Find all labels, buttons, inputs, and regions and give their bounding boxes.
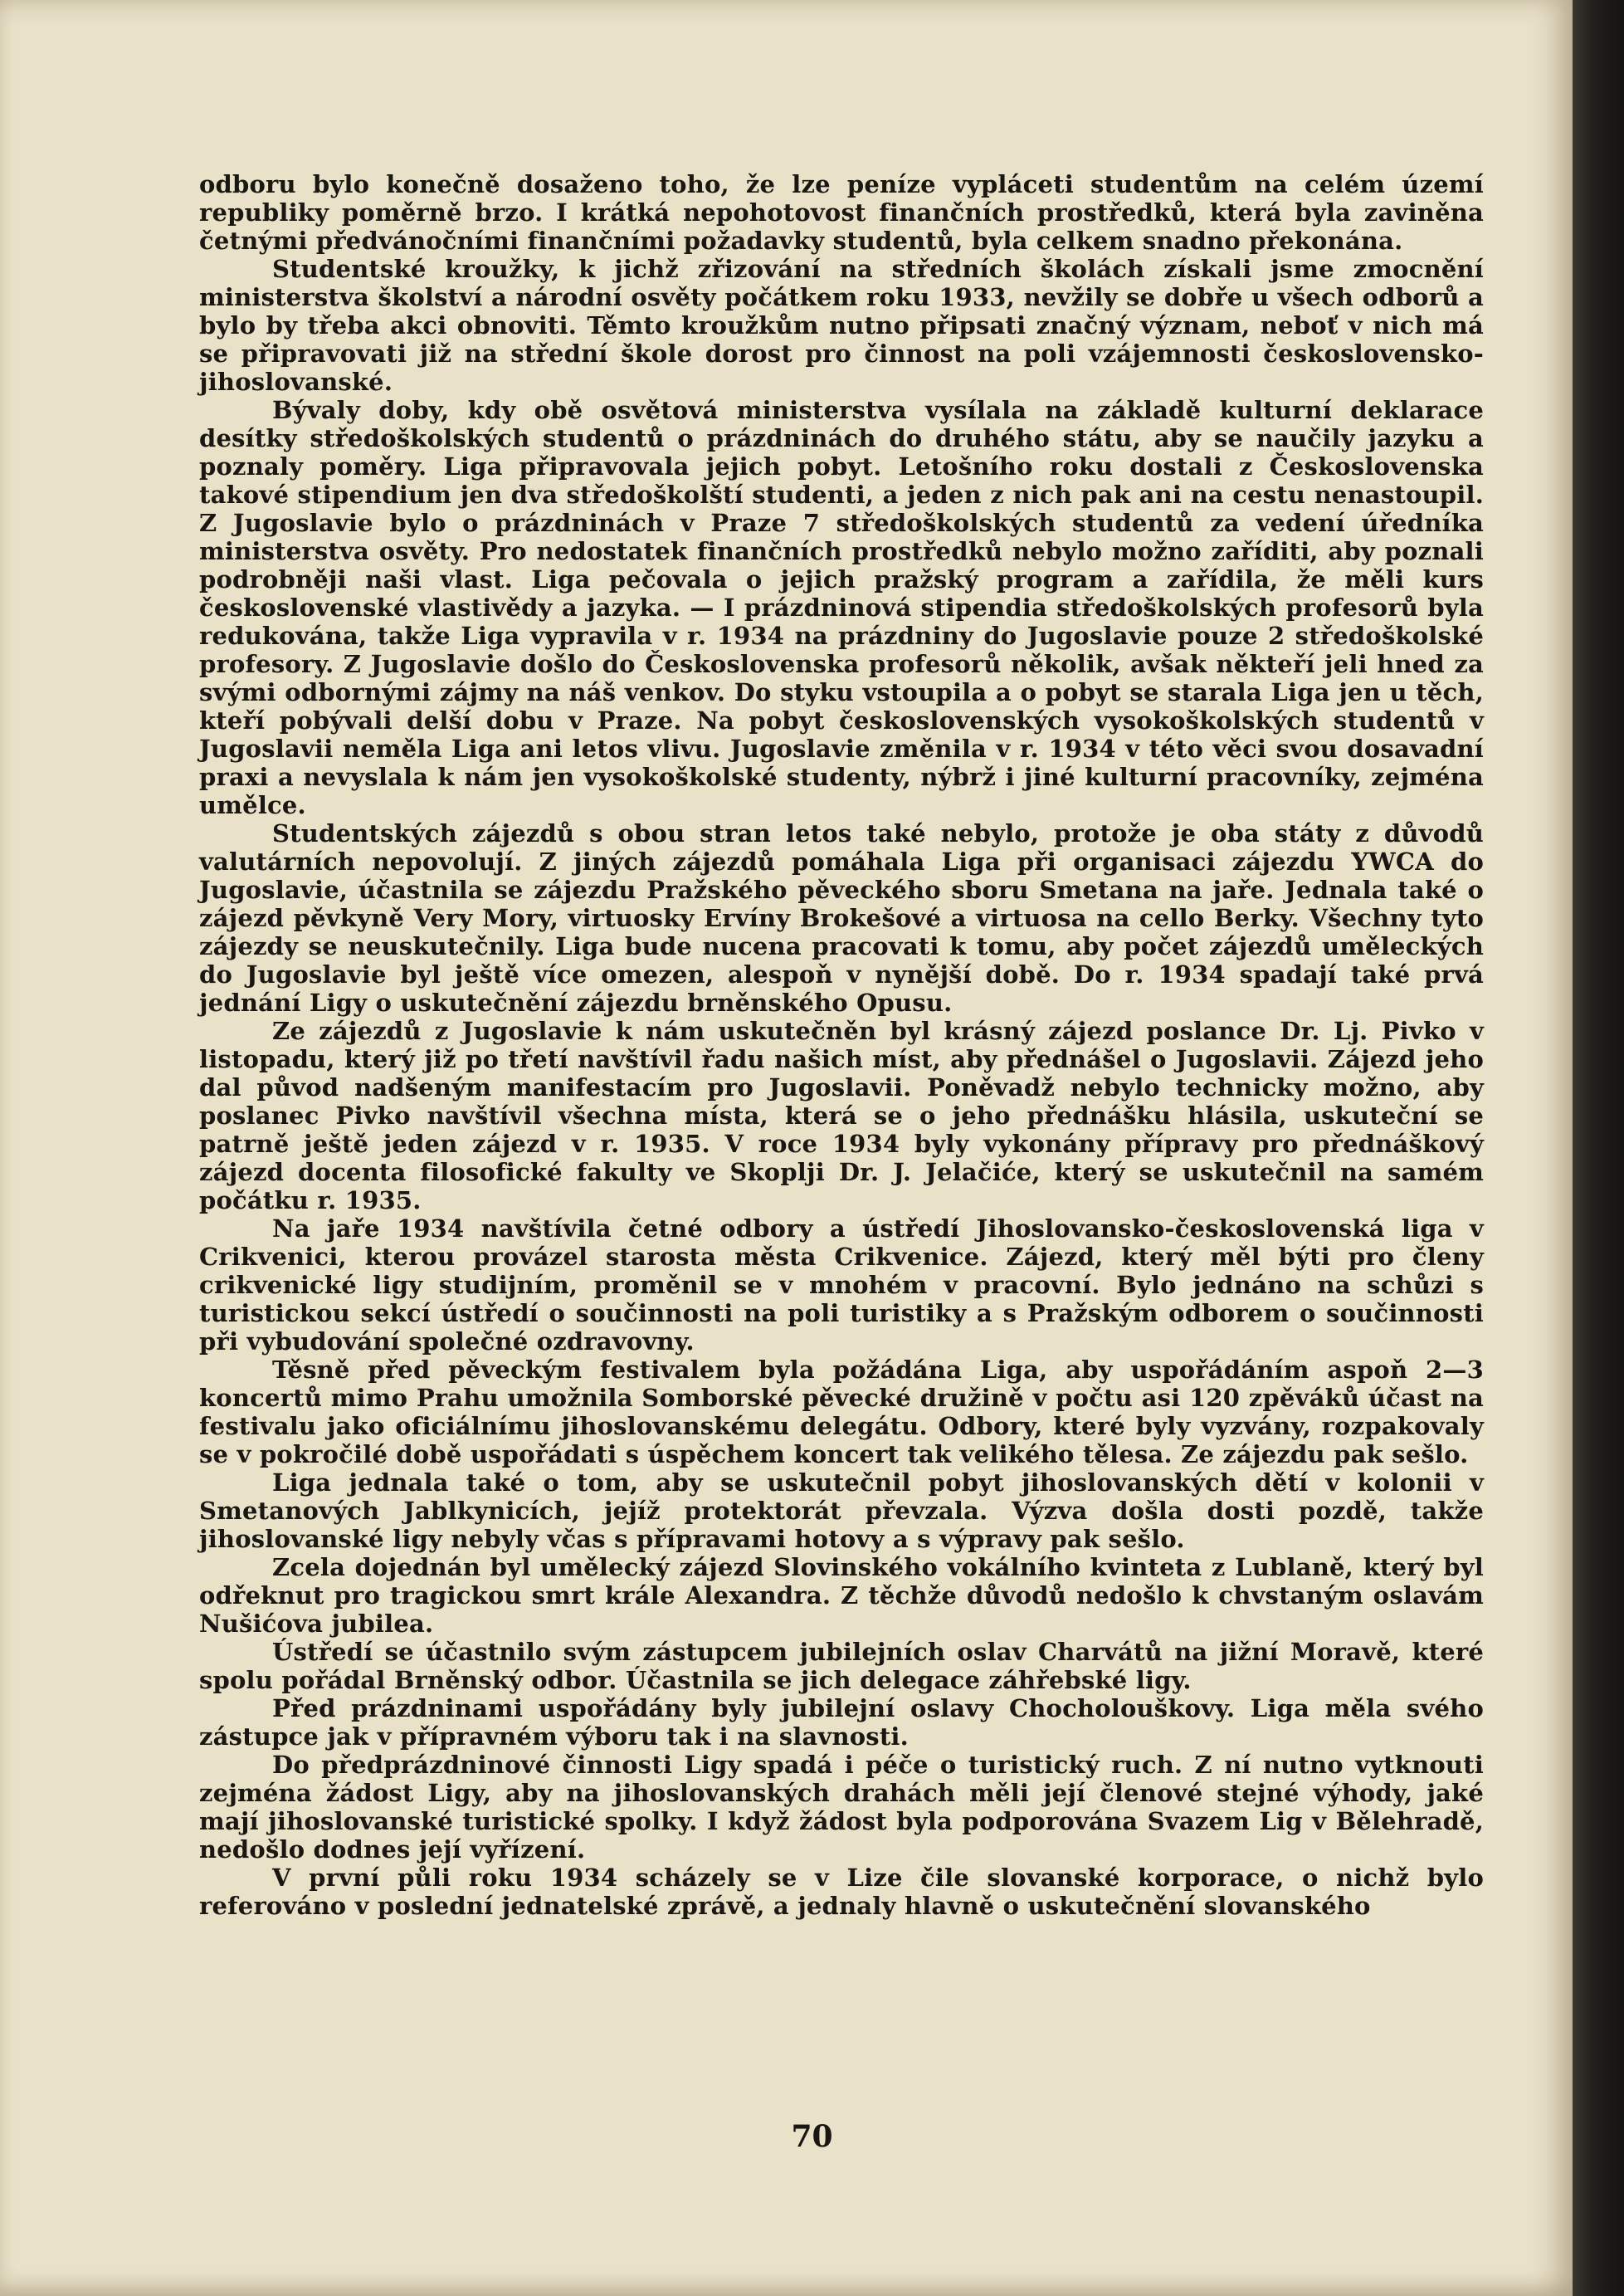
paragraph-10: Ústředí se účastnilo svým zástupcem jubilejních oslav Charvátů na jižní Moravě, které spolu pořádal Brněnský odbor. Účastnila se jich delegace záhřebské ligy. (199, 1638, 1484, 1694)
paragraph-7: Těsně před pěveckým festivalem byla požádána Liga, aby uspořádáním aspoň 2—3 koncertů mimo Prahu umožnila Somborské pěvecké družině v počtu asi 120 zpěváků účast na festivalu jako oficiálnímu jihoslovanskému delegátu. Odbory, které byly vyzvány, rozpakovaly se v pokročilé době uspořádati s úspěchem koncert tak velikého tělesa. Ze zájezdu pak sešlo. (199, 1356, 1484, 1468)
paragraph-4: Studentských zájezdů s obou stran letos také nebylo, protože je oba státy z důvodů valutárních nepovolují. Z jiných zájezdů pomáhala Liga při organisaci zájezdu YWCA do Jugoslavie, účastnila se zájezdu Pražského pěveckého sboru Smetana na jaře. Jednala také o zájezd pěvkyně Very Mory, virtuosky Ervíny Brokešové a virtuosa na cello Berky. Všechny tyto zájezdy se neuskutečnily. Liga bude nucena pracovati k tomu, aby počet zájezdů uměleckých do Jugoslavie byl ještě více omezen, alespoň v nynější době. Do r. 1934 spadají také prvá jednání Ligy o uskutečnění zájezdu brněnského Opusu. (199, 819, 1484, 1017)
paragraph-13: V první půli roku 1934 scházely se v Lize čile slovanské korporace, o nichž bylo referováno v poslední jednatelské zprávě, a jednaly hlavně o uskutečnění slovanského (199, 1864, 1484, 1920)
paragraph-1: odboru bylo konečně dosaženo toho, že lze peníze vypláceti studentům na celém území republiky poměrně brzo. I krátká nepohotovost finančních prostředků, která byla zaviněna četnými předvánočními finančními požadavky studentů, byla celkem snadno překonána. (199, 170, 1484, 255)
paragraph-11: Před prázdninami uspořádány byly jubilejní oslavy Chocholouškovy. Liga měla svého zástupce jak v přípravném výboru tak i na slavnosti. (199, 1694, 1484, 1751)
paragraph-5: Ze zájezdů z Jugoslavie k nám uskutečněn byl krásný zájezd poslance Dr. Lj. Pivko v listopadu, který již po třetí navštívil řadu našich míst, aby přednášel o Jugoslavii. Zájezd jeho dal původ nadšeným manifestacím pro Jugoslavii. Poněvadž nebylo technicky možno, aby poslanec Pivko navštívil všechna místa, která se o jeho přednášku hlásila, uskuteční se patrně ještě jeden zájezd v r. 1935. V roce 1934 byly vykonány přípravy pro přednáškový zájezd docenta filosofické fakulty ve Skoplji Dr. J. Jelačiće, který se uskutečnil na samém počátku r. 1935. (199, 1017, 1484, 1214)
page-number: 70 (791, 2119, 833, 2154)
paragraph-2: Studentské kroužky, k jichž zřizování na středních školách získali jsme zmocnění ministerstva školství a národní osvěty počátkem roku 1933, nevžily se dobře u všech odborů a bylo by třeba akci obnoviti. Těmto kroužkům nutno připsati značný význam, neboť v nich má se připravovati již na střední škole dorost pro činnost na poli vzájemnosti československo-jihoslovanské. (199, 255, 1484, 396)
body-text (199, 170, 1484, 1920)
paragraph-9: Zcela dojednán byl umělecký zájezd Slovinského vokálního kvinteta z Lublaně, který byl odřeknut pro tragickou smrt krále Alexandra. Z těchže důvodů nedošlo k chvstaným oslavám Nušićova jubilea. (199, 1553, 1484, 1638)
paragraph-6: Na jaře 1934 navštívila četné odbory a ústředí Jihoslovansko-československá liga v Crikvenici, kterou provázel starosta města Crikvenice. Zájezd, který měl býti pro členy crikvenické ligy studijním, proměnil se v mnohém v pracovní. Bylo jednáno na schůzi s turistickou sekcí ústředí o součinnosti na poli turistiky a s Pražským odborem o součinnosti při vybudování společné ozdravovny. (199, 1214, 1484, 1356)
paragraph-3: Bývaly doby, kdy obě osvětová ministerstva vysílala na základě kulturní deklarace desítky středoškolských studentů o prázdninách do druhého státu, aby se naučily jazyku a poznaly poměry. Liga připravovala jejich pobyt. Letošního roku dostali z Československa takové stipendium jen dva středoškolští studenti, a jeden z nich pak ani na cestu nenastoupil. Z Jugoslavie bylo o prázdninách v Praze 7 středoškolských studentů za vedení úředníka ministerstva osvěty. Pro nedostatek finančních prostředků nebylo možno zaříditi, aby poznali podrobněji naši vlast. Liga pečovala o jejich pražský program a zařídila, že měli kurs československé vlastivědy a jazyka. — I prázdninová stipendia středoškolských profesorů byla redukována, takže Liga vypravila v r. 1934 na prázdniny do Jugoslavie pouze 2 středoškolské profesory. Z Jugoslavie došlo do Československa profesorů několik, avšak někteří jeli hned za svými odbornými zájmy na náš venkov. Do styku vstoupila a o pobyt se starala Liga jen u těch, kteří pobývali delší dobu v Praze. Na pobyt československých vysokoškolských studentů v Jugoslavii neměla Liga ani letos vlivu. Jugoslavie změnila v r. 1934 v této věci svou dosavadní praxi a nevyslala k nám jen vysokoškolské studenty, nýbrž i jiné kulturní pracovníky, zejména umělce. (199, 396, 1484, 819)
book-spine-shadow (1573, 0, 1624, 2296)
paragraph-12: Do předprázdninové činnosti Ligy spadá i péče o turistický ruch. Z ní nutno vytknouti zejména žádost Ligy, aby na jihoslovanských drahách měli její členové stejné výhody, jaké mají jihoslovanské turistické spolky. I když žádost byla podporována Svazem Lig v Bělehradě, nedošlo dodnes její vyřízení. (199, 1751, 1484, 1864)
paragraph-8: Liga jednala také o tom, aby se uskutečnil pobyt jihoslovanských dětí v kolonii v Smetanových Jablkynicích, jejíž protektorát převzala. Výzva došla dosti pozdě, takže jihoslovanské ligy nebyly včas s přípravami hotovy a s výpravy pak sešlo. (199, 1468, 1484, 1553)
